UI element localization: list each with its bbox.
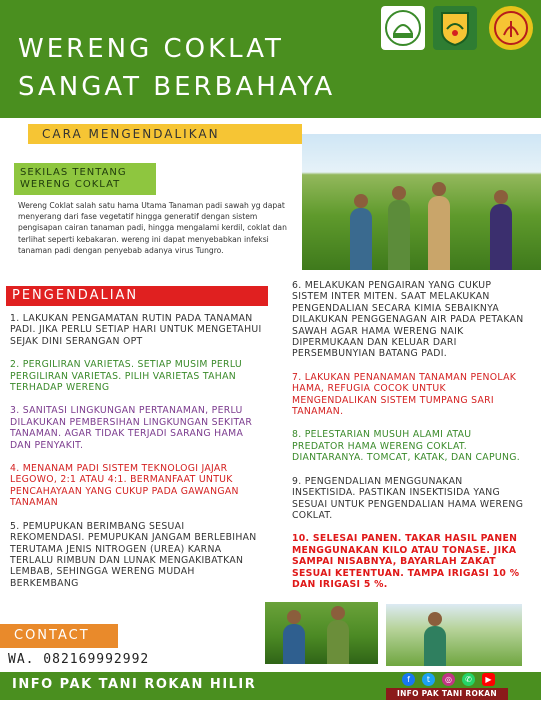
header-banner	[0, 0, 541, 118]
control-item-3: 3. SANITASI LINGKUNGAN PERTANAMAN, PERLU DILAKUKAN PEMBERSIHAN LINGKUNGAN SEKITAR TANAMAN. AGAR TIDAK TERJADI SARANG HAMA DAN PENYAKIT.	[10, 405, 253, 451]
rice-field-photo	[302, 134, 541, 270]
rokan-hilir-emblem	[433, 6, 477, 50]
title-line-1: WERENG COKLAT	[18, 34, 284, 64]
field-inspection-photo	[265, 602, 378, 664]
control-item-9: 9. PENGENDALIAN MENGGUNAKAN INSEKTISIDA. PASTIKAN INSEKTISIDA YANG SESUAI UNTUK PENGENDALIAN HAMA WERENG COKLAT.	[292, 475, 524, 521]
agriculture-ministry-emblem	[489, 6, 533, 50]
person-figure	[428, 196, 450, 270]
footer-bar	[0, 672, 541, 710]
contact-banner: CONTACT	[0, 624, 118, 648]
cara-mengendalikan-banner: CARA MENGENDALIKAN	[28, 124, 302, 144]
sekilas-heading-line-2: WERENG COKLAT	[20, 179, 121, 190]
whatsapp-icon[interactable]: ✆	[462, 673, 475, 686]
title-line-2: SANGAT BERBAHAYA	[18, 72, 336, 102]
person-figure	[424, 626, 446, 666]
control-item-8: 8. PELESTARIAN MUSUH ALAMI ATAU PREDATOR HAMA WERENG COKLAT. DIANTARANYA. TOMCAT, KATAK, DAN CAPUNG.	[292, 429, 520, 464]
control-list-right	[292, 280, 524, 602]
control-item-6: 6. MELAKUKAN PENGAIRAN YANG CUKUP SISTEM INTER MITEN. SAAT MELAKUKAN PENGENDALIAN SECARA KIMIA SEBAIKNYA DILAKUKAN PENGGENAGAN AIR PADA PETAKAN SAWAH AGAR HAMA WERENG NAIK DIPERMUKAAN DAN KELUAR DARI PERSEMBUNYIAN BATANG PADI.	[292, 280, 524, 360]
youtube-icon[interactable]: ▶	[482, 673, 495, 686]
logo-group	[381, 4, 537, 52]
spraying-photo	[386, 604, 522, 666]
control-item-7: 7. LAKUKAN PENANAMAN TANAMAN PENOLAK HAMA, REFUGIA COCOK UNTUK MENGENDALIKAN SISTEM TUMPANG SARI TANAMAN.	[292, 371, 517, 418]
control-item-5: 5. PEMUPUKAN BERIMBANG SESUAI REKOMENDASI. PEMUPUKAN JANGAM BERLEBIHAN TERUTAMA JENIS NITROGEN (UREA) KARNA TERLALU RIMBUN DAN LUNAK MENGAKIBATKAN LEMBAB, SEHINGGA WERENG MUDAH BERKEMBANG	[10, 520, 257, 589]
facebook-icon[interactable]: f	[402, 673, 415, 686]
sekilas-heading-line-1: SEKILAS TENTANG	[20, 167, 127, 178]
person-figure	[490, 204, 512, 270]
pengendalian-banner: PENGENDALIAN	[6, 286, 268, 306]
control-item-4: 4. MENANAM PADI SISTEM TEKNOLOGI JAJAR LEGOWO, 2:1 ATAU 4:1. BERMANFAAT UNTUK PENCAHAYAAN YANG CUKUP PADA GAWANGAN TANAMAN	[10, 463, 239, 509]
footer-brand-text: INFO PAK TANI ROKAN HILIR	[12, 677, 257, 692]
person-figure	[327, 620, 349, 664]
person-figure	[350, 208, 372, 270]
instagram-icon[interactable]: ◎	[442, 673, 455, 686]
person-figure	[388, 200, 410, 270]
sekilas-description: Wereng Coklat salah satu hama Utama Tanaman padi sawah yg dapat menyerang dari fase vegetatif hingga generatif dengan sistem pengisapan cairan tanaman padi, hingga mengalami kerdil, coklat dan terlihat seperti kebakaran. wereng ini dapat menyebabkan infeksi tanaman padi dengan penyebab adanya virus Tungro.	[18, 201, 287, 255]
control-item-10: 10. SELESAI PANEN. TAKAR HASIL PANEN MENGGUNAKAN KILO ATAU TONASE. JIKA SAMPAI NISABNYA, BAYARLAH ZAKAT SESUAI KETENTUAN. TAMPA IRIGASI 10 % DAN IRIGASI 5 %.	[292, 533, 520, 590]
page-title	[18, 30, 335, 106]
control-item-1: 1. LAKUKAN PENGAMATAN RUTIN PADA TANAMAN PADI. JIKA PERLU SETIAP HARI UNTUK MENGETAHUI SEJAK DINI SERANGAN OPT	[10, 313, 262, 347]
control-list-left	[10, 313, 262, 601]
info-pak-tani-logo	[381, 6, 425, 50]
social-badge	[386, 672, 508, 710]
sekilas-heading	[14, 163, 156, 195]
whatsapp-number: WA. 082169992992	[8, 652, 150, 667]
person-figure	[283, 624, 305, 664]
social-badge-label: INFO PAK TANI ROKAN HILIR	[386, 688, 508, 700]
twitter-icon[interactable]: t	[422, 673, 435, 686]
control-item-2: 2. PERGILIRAN VARIETAS. SETIAP MUSIM PERLU PERGILIRAN VARIETAS. PILIH VARIETAS TAHAN TERHADAP WERENG	[10, 359, 242, 394]
